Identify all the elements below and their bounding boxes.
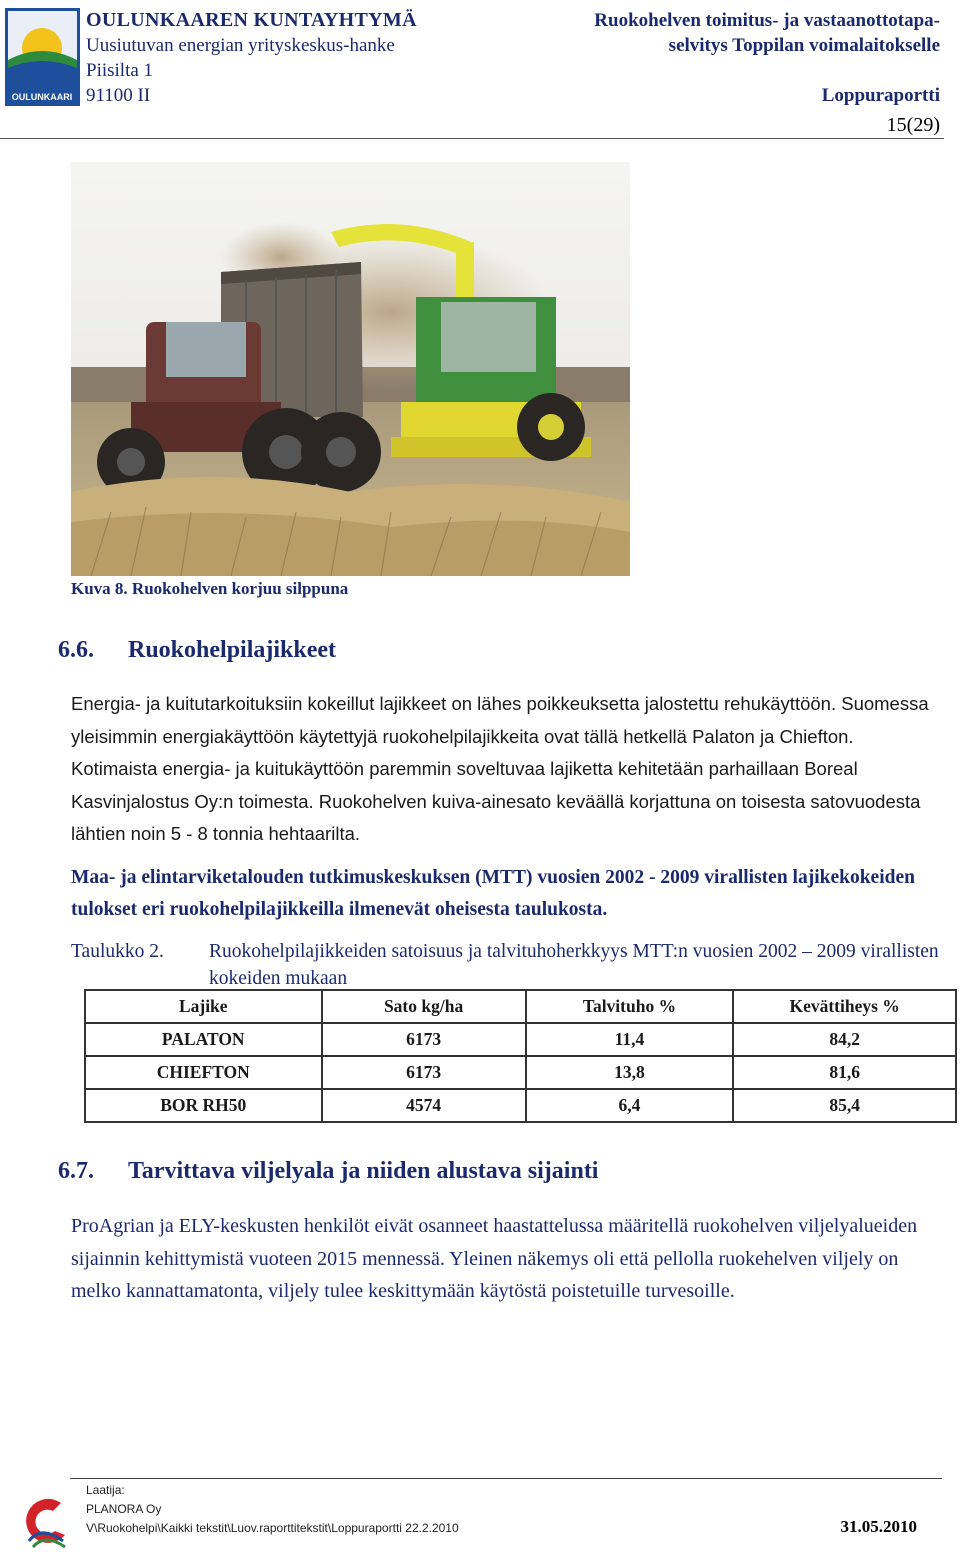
table-cell: 6,4	[526, 1089, 734, 1122]
planora-logo	[19, 1495, 69, 1551]
header-organization	[86, 8, 417, 108]
section-number: 6.6.	[58, 637, 94, 663]
page-number: 15(29)	[886, 114, 940, 136]
footer-label: Laatija:	[86, 1483, 125, 1497]
table-header-cell: Kevättiheys %	[733, 990, 956, 1023]
table-cell: BOR RH50	[85, 1089, 322, 1122]
table-cell: 84,2	[733, 1023, 956, 1056]
table-cell: 4574	[322, 1089, 526, 1122]
table-row	[85, 1089, 956, 1122]
table-cell: PALATON	[85, 1023, 322, 1056]
footer-date: 31.05.2010	[840, 1517, 917, 1536]
table-cell: 6173	[322, 1023, 526, 1056]
section-title: Ruokohelpilajikkeet	[128, 637, 337, 663]
document-title-line-1: Ruokohelven toimitus- ja vastaanottotapa-	[594, 10, 940, 31]
paragraph-varieties: Energia- ja kuitutarkoituksiin kokeillut lajikkeet on lähes poikkeuksetta jalostettu rehukäyttöön. Suomessa yleisimmin energiakäyttöön käytettyjä ruokohelpilajikkeita ovat tällä hetkellä Palaton ja Chiefton. Kotimaista energia- ja kuitukäyttöön paremmin soveltuvaa lajiketta kehitetään parhaillaan Boreal Kasvinjalostus Oy:n toimesta. Ruokohelven kuiva-ainesato keväällä korjattuna on toisesta satovuodesta lähtien noin 5 - 8 tonnia hehtaarilta.	[71, 693, 929, 844]
footer-file-path: V\Ruokohelpi\Kaikki tekstit\Luov.raporttitekstit\Loppuraportti 22.2.2010	[86, 1521, 459, 1535]
svg-text:OULUNKAARI: OULUNKAARI	[11, 92, 73, 102]
footer-divider	[70, 1478, 942, 1479]
table-header-cell: Talvituho %	[526, 990, 734, 1023]
table-cell: 85,4	[733, 1089, 956, 1122]
street-address: Piisilta 1	[86, 60, 154, 81]
table-caption-text: Ruokohelpilajikkeiden satoisuus ja talvituhoherkkyys MTT:n vuosien 2002 – 2009 virallisten kokeiden mukaan	[209, 941, 939, 989]
table-row	[85, 1023, 956, 1056]
section-number: 6.7.	[58, 1158, 94, 1184]
header-divider	[0, 138, 944, 139]
table-header-cell: Sato kg/ha	[322, 990, 526, 1023]
header-document-title	[594, 8, 940, 108]
section-heading-6-6	[58, 637, 336, 664]
table-cell: 11,4	[526, 1023, 734, 1056]
figure-caption: Kuva 8. Ruokohelven korjuu silppuna	[71, 579, 349, 598]
paragraph-mtt-results: Maa- ja elintarviketalouden tutkimuskeskuksen (MTT) vuosien 2002 - 2009 virallisten lajikekokeiden tulokset eri ruokohelpilajikkeilla ilmenevät oheisesta taulukosta.	[71, 867, 915, 920]
table-cell: 81,6	[733, 1056, 956, 1089]
yield-table	[84, 989, 957, 1123]
section-heading-6-7	[58, 1158, 598, 1185]
table-cell: 6173	[322, 1056, 526, 1089]
document-title-line-2: selvitys Toppilan voimalaitokselle	[668, 35, 940, 56]
footer-info	[86, 1481, 459, 1538]
project-name: Uusiutuvan energian yrityskeskus-hanke	[86, 35, 395, 56]
organization-name: OULUNKAAREN KUNTAYHTYMÄ	[86, 9, 417, 31]
section-title: Tarvittava viljelyala ja niiden alustava sijainti	[128, 1158, 599, 1184]
footer-author: PLANORA Oy	[86, 1502, 162, 1516]
harvest-photo	[71, 162, 630, 576]
table-cell: 13,8	[526, 1056, 734, 1089]
table-row	[85, 1056, 956, 1089]
table-header-row	[85, 990, 956, 1023]
table-header-cell: Lajike	[85, 990, 322, 1023]
postal-address: 91100 II	[86, 85, 151, 106]
paragraph-cultivation-area: ProAgrian ja ELY-keskusten henkilöt eivät osanneet haastattelussa määritellä ruokohelven viljelyalueiden sijainnin kehittymistä vuoteen 2015 mennessä. Yleinen näkemys oli että pellolla ruokehelven viljely on melko kannattamatonta, viljely tulee keskittymään käytöstä poistetuille turvesoille.	[71, 1215, 918, 1302]
table-label: Taulukko 2.	[71, 941, 164, 962]
table-cell: CHIEFTON	[85, 1056, 322, 1089]
report-type: Loppuraportti	[821, 85, 940, 106]
oulunkaari-logo	[5, 8, 80, 106]
